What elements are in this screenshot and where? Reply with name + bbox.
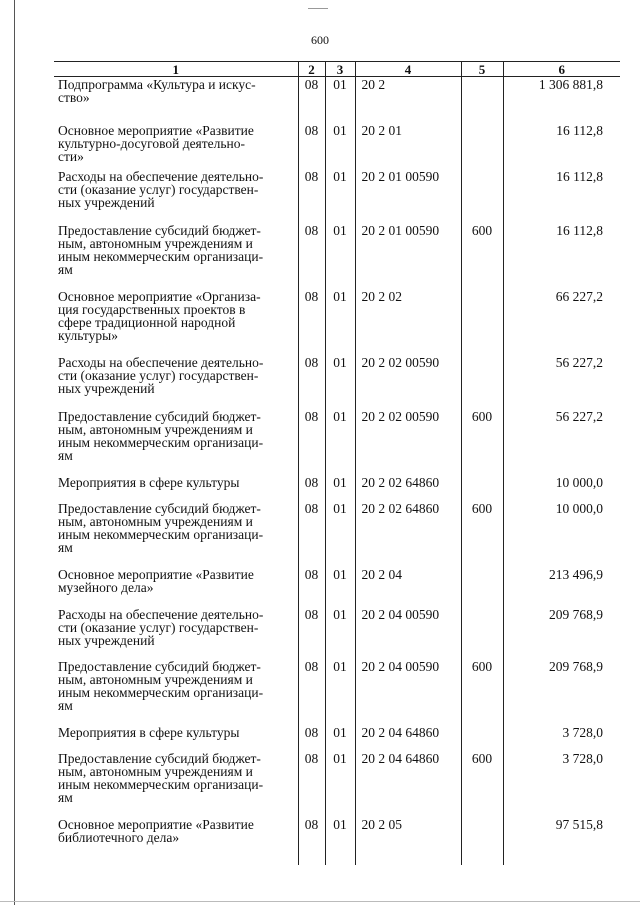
cell-target-article: 20 2 04 64860 xyxy=(355,725,461,751)
cell-target-article: 20 2 02 64860 xyxy=(355,501,461,567)
cell-expense-type xyxy=(461,607,503,659)
cell-target-article: 20 2 04 xyxy=(355,567,461,607)
cell-target-article: 20 2 xyxy=(355,77,461,123)
table-row xyxy=(54,659,620,725)
table-row xyxy=(54,355,620,409)
cell-subsection: 01 xyxy=(325,169,355,223)
cell-name: Предоставление субсидий бюджет- ным, автономным учреждениям и иным некоммерческим организаци- ям xyxy=(54,501,298,567)
cell-subsection: 01 xyxy=(325,751,355,817)
cell-subsection: 01 xyxy=(325,501,355,567)
table-row xyxy=(54,289,620,355)
cell-subsection: 01 xyxy=(325,409,355,475)
cell-target-article: 20 2 05 xyxy=(355,817,461,865)
cell-target-article: 20 2 02 00590 xyxy=(355,355,461,409)
cell-subsection: 01 xyxy=(325,223,355,289)
cell-name: Предоставление субсидий бюджет- ным, автономным учреждениям и иным некоммерческим организаци- ям xyxy=(54,223,298,289)
cell-expense-type xyxy=(461,725,503,751)
table-row xyxy=(54,725,620,751)
header-col-1: 1 xyxy=(54,62,298,77)
table-row xyxy=(54,409,620,475)
cell-section: 08 xyxy=(298,659,325,725)
cell-amount: 209 768,9 xyxy=(503,607,620,659)
cell-target-article: 20 2 01 00590 xyxy=(355,169,461,223)
cell-subsection: 01 xyxy=(325,289,355,355)
cell-section: 08 xyxy=(298,817,325,865)
table-row xyxy=(54,123,620,169)
cell-section: 08 xyxy=(298,355,325,409)
cell-target-article: 20 2 02 00590 xyxy=(355,409,461,475)
cell-name: Основное мероприятие «Развитие музейного дела» xyxy=(54,567,298,607)
cell-name: Основное мероприятие «Развитие библиотечного дела» xyxy=(54,817,298,865)
header-col-2: 2 xyxy=(298,62,325,77)
cell-section: 08 xyxy=(298,607,325,659)
table-row xyxy=(54,77,620,123)
cell-amount: 3 728,0 xyxy=(503,725,620,751)
cell-section: 08 xyxy=(298,123,325,169)
cell-amount: 97 515,8 xyxy=(503,817,620,865)
cell-amount: 209 768,9 xyxy=(503,659,620,725)
cell-subsection: 01 xyxy=(325,567,355,607)
cell-section: 08 xyxy=(298,289,325,355)
table-row xyxy=(54,817,620,865)
cell-section: 08 xyxy=(298,223,325,289)
cell-amount: 16 112,8 xyxy=(503,223,620,289)
cell-amount: 56 227,2 xyxy=(503,355,620,409)
cell-amount: 1 306 881,8 xyxy=(503,77,620,123)
cell-amount: 56 227,2 xyxy=(503,409,620,475)
cell-expense-type xyxy=(461,123,503,169)
cell-name: Расходы на обеспечение деятельно- сти (оказание услуг) государствен- ных учреждений xyxy=(54,607,298,659)
cell-amount: 66 227,2 xyxy=(503,289,620,355)
cell-target-article: 20 2 01 xyxy=(355,123,461,169)
cell-expense-type xyxy=(461,289,503,355)
cell-target-article: 20 2 04 64860 xyxy=(355,751,461,817)
cell-amount: 213 496,9 xyxy=(503,567,620,607)
cell-name: Расходы на обеспечение деятельно- сти (оказание услуг) государствен- ных учреждений xyxy=(54,355,298,409)
cell-expense-type: 600 xyxy=(461,659,503,725)
cell-section: 08 xyxy=(298,169,325,223)
cell-amount: 10 000,0 xyxy=(503,475,620,501)
cell-expense-type: 600 xyxy=(461,223,503,289)
header-row xyxy=(54,62,620,77)
cell-expense-type xyxy=(461,77,503,123)
cell-expense-type: 600 xyxy=(461,501,503,567)
table-row xyxy=(54,751,620,817)
cell-target-article: 20 2 02 xyxy=(355,289,461,355)
cell-expense-type xyxy=(461,475,503,501)
scan-mark xyxy=(308,8,328,9)
header-col-4: 4 xyxy=(355,62,461,77)
cell-expense-type xyxy=(461,567,503,607)
cell-amount: 10 000,0 xyxy=(503,501,620,567)
cell-name: Предоставление субсидий бюджет- ным, автономным учреждениям и иным некоммерческим организаци- ям xyxy=(54,659,298,725)
cell-name: Мероприятия в сфере культуры xyxy=(54,475,298,501)
cell-subsection: 01 xyxy=(325,355,355,409)
budget-table xyxy=(54,61,620,865)
cell-section: 08 xyxy=(298,475,325,501)
cell-target-article: 20 2 04 00590 xyxy=(355,607,461,659)
page-number: 600 xyxy=(311,33,329,47)
cell-target-article: 20 2 01 00590 xyxy=(355,223,461,289)
cell-subsection: 01 xyxy=(325,123,355,169)
page-edge-line xyxy=(14,0,15,905)
table-row xyxy=(54,169,620,223)
cell-name: Предоставление субсидий бюджет- ным, автономным учреждениям и иным некоммерческим организаци- ям xyxy=(54,751,298,817)
cell-amount: 3 728,0 xyxy=(503,751,620,817)
cell-expense-type xyxy=(461,817,503,865)
cell-target-article: 20 2 04 00590 xyxy=(355,659,461,725)
page-bottom-line xyxy=(0,901,640,902)
cell-section: 08 xyxy=(298,567,325,607)
table-row xyxy=(54,567,620,607)
table-row xyxy=(54,607,620,659)
table-row xyxy=(54,475,620,501)
cell-name: Основное мероприятие «Организа- ция государственных проектов в сфере традиционной народной культуры» xyxy=(54,289,298,355)
cell-subsection: 01 xyxy=(325,475,355,501)
header-col-5: 5 xyxy=(461,62,503,77)
cell-expense-type xyxy=(461,169,503,223)
cell-name: Расходы на обеспечение деятельно- сти (оказание услуг) государствен- ных учреждений xyxy=(54,169,298,223)
cell-subsection: 01 xyxy=(325,77,355,123)
cell-expense-type: 600 xyxy=(461,751,503,817)
cell-section: 08 xyxy=(298,751,325,817)
table-body xyxy=(54,77,620,865)
cell-name: Подпрограмма «Культура и искус- ство» xyxy=(54,77,298,123)
cell-section: 08 xyxy=(298,501,325,567)
cell-subsection: 01 xyxy=(325,725,355,751)
cell-name: Основное мероприятие «Развитие культурно-досуговой деятельно- сти» xyxy=(54,123,298,169)
table-row xyxy=(54,223,620,289)
cell-section: 08 xyxy=(298,725,325,751)
cell-name: Мероприятия в сфере культуры xyxy=(54,725,298,751)
cell-amount: 16 112,8 xyxy=(503,169,620,223)
header-col-3: 3 xyxy=(325,62,355,77)
cell-expense-type: 600 xyxy=(461,409,503,475)
cell-section: 08 xyxy=(298,77,325,123)
cell-subsection: 01 xyxy=(325,817,355,865)
cell-section: 08 xyxy=(298,409,325,475)
cell-amount: 16 112,8 xyxy=(503,123,620,169)
cell-expense-type xyxy=(461,355,503,409)
cell-name: Предоставление субсидий бюджет- ным, автономным учреждениям и иным некоммерческим организаци- ям xyxy=(54,409,298,475)
cell-target-article: 20 2 02 64860 xyxy=(355,475,461,501)
cell-subsection: 01 xyxy=(325,659,355,725)
table-row xyxy=(54,501,620,567)
cell-subsection: 01 xyxy=(325,607,355,659)
header-col-6: 6 xyxy=(503,62,620,77)
